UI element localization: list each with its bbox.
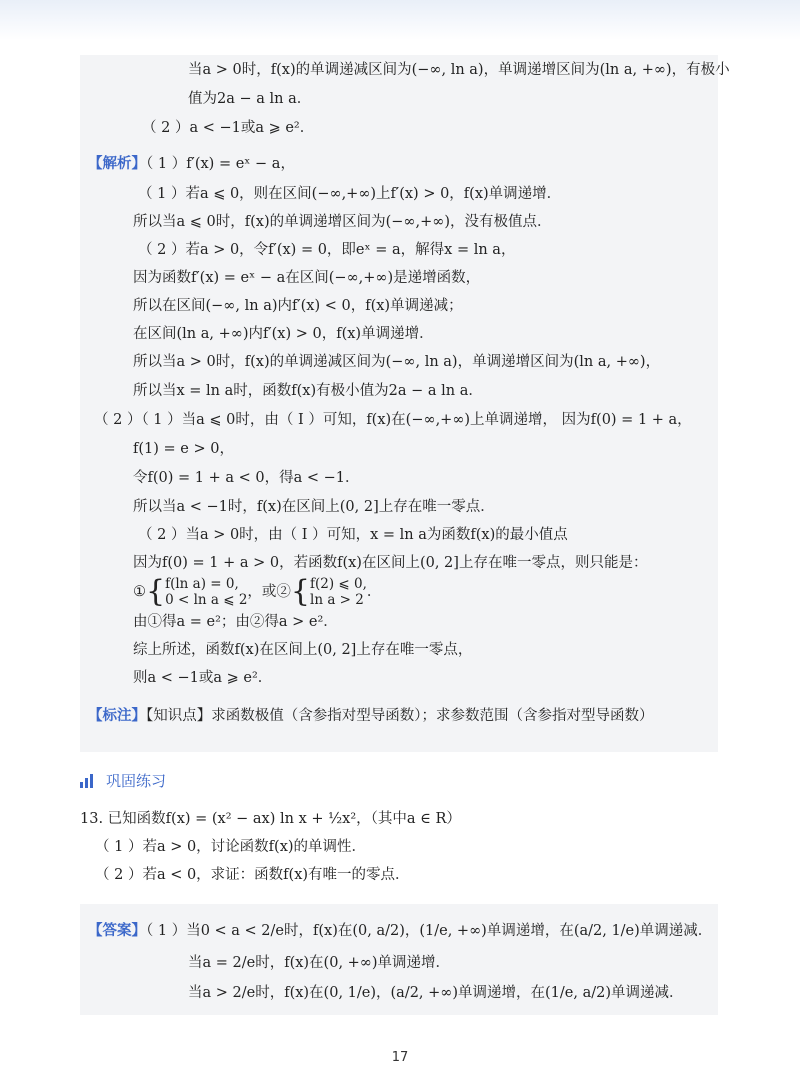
problem-part-2: （ 2 ）若a < 0，求证：函数f(x)有唯一的零点．: [95, 867, 410, 883]
problem-stem: 13. 已知函数f(x) = (x² − ax) ln x + ½x²，（其中a ∈ R）: [80, 811, 461, 827]
answer-box-2: [80, 904, 718, 1015]
problem-part-1: （ 1 ）若a > 0，讨论函数f(x)的单调性．: [95, 839, 367, 855]
left-brace-icon: {: [146, 574, 166, 609]
header-band: [0, 0, 800, 40]
answer-line: 当a = 2/e时，f(x)在(0, +∞)单调递增．: [188, 955, 451, 971]
case-system: ①{f(ln a) = 0, 0 < ln a ⩽ 2，或②{f(2) ⩽ 0, ln a > 2 ．: [133, 574, 382, 609]
analysis-line: （ 2 ）（ 1 ）当a ⩽ 0时，由（ Ⅰ ）可知，f(x)在(−∞,+∞)上单调递增， 因为f(0) = 1 + a，: [94, 412, 692, 428]
analysis-line: f(1) = e > 0，: [133, 441, 234, 457]
analysis-line: （ 2 ）若a > 0，令f′(x) = 0，即eˣ = a，解得x = ln a，: [138, 242, 516, 258]
page-number: 17: [391, 1050, 409, 1065]
analysis-line: 因为函数f′(x) = eˣ − a在区间(−∞,+∞)是递增函数，: [133, 270, 481, 286]
left-brace-icon: {: [290, 574, 311, 609]
answer-line: 当a > 2/e时，f(x)在(0, 1/e)，(a/2, +∞)单调递增，在(1/e, a/2)单调递减．: [188, 985, 684, 1001]
analysis-line: 令f(0) = 1 + a < 0，得a < −1．: [133, 470, 360, 486]
answer-line: （ 2 ）a < −1或a ⩾ e²．: [142, 120, 315, 136]
analysis-line: 所以当a > 0时，f(x)的单调递减区间为(−∞, ln a)，单调递增区间为(ln a, +∞)，: [133, 354, 661, 370]
analysis-line: 因为f(0) = 1 + a > 0，若函数f(x)在区间上(0, 2]上存在唯一零点，则只能是：: [133, 555, 648, 571]
answer-tag: 【答案】: [88, 923, 146, 939]
note-text: 【知识点】求函数极值（含参指对型导函数）；求参数范围（含参指对型导函数）: [146, 708, 654, 724]
analysis-line: 所以当a ⩽ 0时，f(x)的单调递增区间为(−∞,+∞)，没有极值点．: [133, 214, 552, 230]
note-line: [88, 705, 654, 727]
answer-line: 当a > 0时，f(x)的单调递减区间为(−∞, ln a)，单调递增区间为(ln a, +∞)，有极小: [188, 62, 730, 78]
analysis-line: 由①得a = e²；由②得a > e²．: [133, 614, 338, 630]
bar-chart-icon: [80, 774, 96, 788]
analysis-line: （ 1 ）若a ⩽ 0，则在区间(−∞,+∞)上f′(x) > 0，f(x)单调递增．: [138, 186, 562, 202]
analysis-tag: 【解析】: [88, 156, 146, 172]
case-or: ，或②: [247, 584, 291, 600]
section-title: 巩固练习: [106, 772, 167, 790]
answer-box: [80, 55, 730, 752]
note-tag: 【标注】: [88, 708, 146, 724]
case-1-rows: f(ln a) = 0, 0 < ln a ⩽ 2: [165, 576, 248, 608]
analysis-line: 所以当x = ln a时，函数f(x)有极小值为2a − a ln a．: [133, 383, 483, 399]
analysis-line: 在区间(ln a, +∞)内f′(x) > 0，f(x)单调递增．: [133, 326, 434, 342]
analysis-line: （ 2 ）当a > 0时，由（ Ⅰ ）可知，x = ln a为函数f(x)的最小值点: [138, 527, 568, 543]
analysis-line: 所以当a < −1时，f(x)在区间上(0, 2]上存在唯一零点．: [133, 499, 495, 515]
case-1-marker: ①: [133, 584, 146, 600]
answer-line: 值为2a − a ln a．: [188, 91, 312, 107]
section-header: [80, 770, 166, 791]
answer-line: 【答案】（ 1 ）当0 < a < 2/e时，f(x)在(0, a/2)，(1/e, +∞)单调递增，在(a/2, 1/e)单调递减．: [88, 923, 713, 939]
analysis-line: 综上所述，函数f(x)在区间上(0, 2]上存在唯一零点，: [133, 642, 473, 658]
analysis-line: （ 1 ）f′(x) = eˣ − a，: [146, 156, 295, 172]
case-2-rows: f(2) ⩽ 0, ln a > 2: [310, 576, 367, 608]
analysis-line: 则a < −1或a ⩾ e²．: [133, 670, 273, 686]
analysis-line: 所以在区间(−∞, ln a)内f′(x) < 0，f(x)单调递减；: [133, 298, 463, 314]
analysis-heading: [88, 153, 295, 175]
